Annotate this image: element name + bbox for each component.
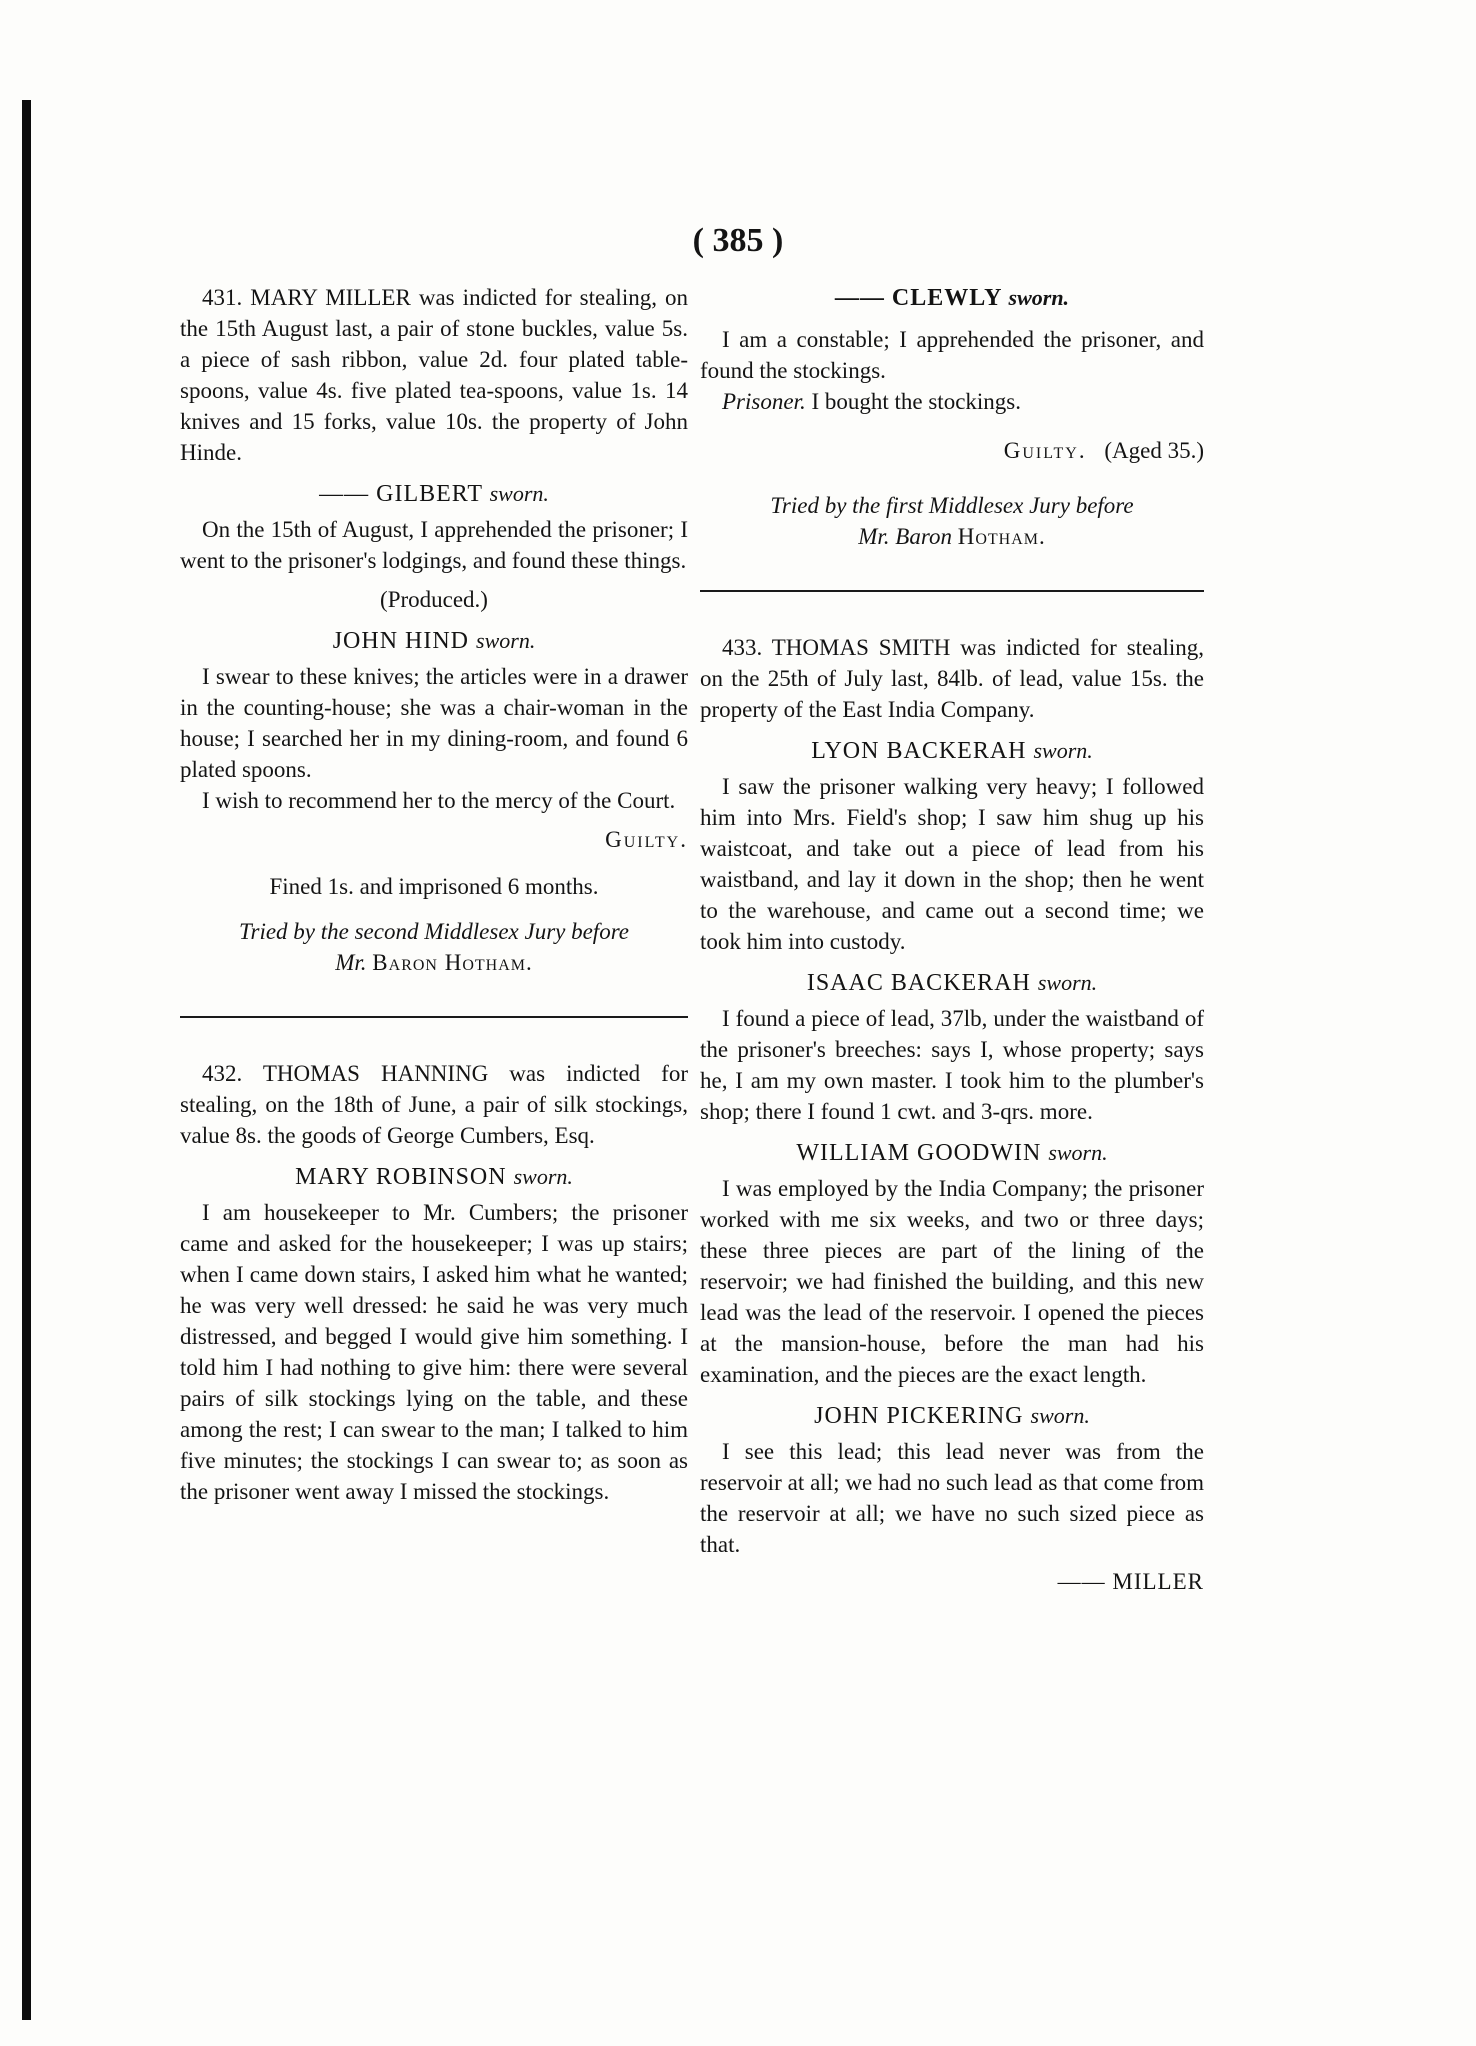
- witness-heading-william-goodwin: [700, 1137, 1204, 1169]
- section-divider: [700, 590, 1204, 592]
- catchword: —— MILLER: [1057, 1569, 1204, 1594]
- sworn-label: sworn.: [513, 1164, 573, 1189]
- aged-note: (Aged 35.): [1104, 438, 1204, 463]
- page-edge-shadow: [22, 100, 31, 2020]
- section-divider: [180, 1016, 688, 1018]
- tried-line: Tried by the first Middlesex Jury before: [770, 493, 1134, 518]
- witness-heading-gilbert: [180, 478, 688, 510]
- sworn-label: sworn.: [489, 481, 549, 506]
- testimony-john-hind-1: I swear to these knives; the articles were in a drawer in the counting-house; she was a chair-woman in the house; I searched her in my dining-room, and found 6 plated spoons.: [180, 664, 688, 782]
- testimony-clewly: I am a constable; I apprehended the prisoner, and found the stockings.: [700, 327, 1204, 383]
- tried-judge-line: [700, 521, 1204, 552]
- testimony-mary-robinson: I am housekeeper to Mr. Cumbers; the prisoner came and asked for the housekeeper; I was up stairs; when I came down stairs, I asked him what he wanted; he was very well dressed: he said he was very much distressed, and begged I would give him something. I told him I had nothing to give him: there were several pairs of silk stockings lying on the table, and these among the rest; I can swear to the man; I talked to him five minutes; the stockings I can swear to; as soon as the prisoner went away I missed the stockings.: [180, 1200, 688, 1504]
- page-number: ( 385 ): [692, 222, 784, 259]
- witness-heading-john-pickering: [700, 1400, 1204, 1432]
- tried-by-431: [180, 916, 688, 978]
- testimony-lyon-backerah: I saw the prisoner walking very heavy; I followed him into Mrs. Field's shop; I saw him shug up his waistcoat, and take out a piece of lead from his waistband, and lay it down in the shop; then he went to the warehouse, and came out a second time; we took him into custody.: [700, 774, 1204, 954]
- witness-name: JOHN HIND: [332, 628, 470, 654]
- prisoner-text: I bought the stockings.: [811, 389, 1021, 414]
- tried-by-432: [700, 490, 1204, 552]
- witness-name: MARY ROBINSON: [295, 1164, 507, 1190]
- case-432-indictment: 432. THOMAS HANNING was indicted for stealing, on the 18th of June, a pair of silk stockings, value 8s. the goods of George Cumbers, Esq.: [180, 1061, 688, 1148]
- judge-name: Baron Hotham.: [372, 950, 533, 975]
- prisoner-label: Prisoner.: [722, 389, 806, 414]
- witness-heading-lyon-backerah: [700, 735, 1204, 767]
- sentence-431: Fined 1s. and imprisoned 6 months.: [269, 874, 599, 899]
- tried-mr: Mr.: [335, 950, 367, 975]
- verdict-label: Guilty.: [1003, 438, 1087, 463]
- sworn-label: sworn.: [1033, 738, 1093, 763]
- sworn-label: sworn.: [1030, 1403, 1090, 1428]
- right-column: [700, 282, 1204, 1597]
- witness-name: JOHN PICKERING: [814, 1403, 1024, 1429]
- tried-line: Tried by the second Middlesex Jury before: [238, 919, 630, 944]
- witness-heading-isaac-backerah: [700, 967, 1204, 999]
- case-431-indictment: 431. MARY MILLER was indicted for stealing, on the 15th August last, a pair of stone buckles, value 5s. a piece of sash ribbon, value 2d. four plated table-spoons, value 4s. five plated tea-spoons, value 1s. 14 knives and 15 forks, value 10s. the property of John Hinde.: [180, 285, 688, 465]
- verdict-432: [700, 435, 1204, 466]
- witness-name: WILLIAM GOODWIN: [796, 1140, 1042, 1166]
- sworn-label: sworn.: [1037, 970, 1098, 995]
- testimony-john-pickering: I see this lead; this lead never was from the reservoir at all; we had no such lead as that come from the reservoir at all; we have no such sized piece as that.: [700, 1439, 1204, 1557]
- case-433-indictment: 433. THOMAS SMITH was indicted for stealing, on the 25th of July last, 84lb. of lead, value 15s. the property of the East India Company.: [700, 635, 1204, 722]
- testimony-william-goodwin: I was employed by the India Company; the prisoner worked with me six weeks, and two or three days; these three pieces are part of the lining of the reservoir; we had finished the building, and this new lead was the lead of the reservoir. I opened the pieces at the mansion-house, before the man had his examination, and the pieces are the exact length.: [700, 1176, 1204, 1387]
- witness-name: ISAAC BACKERAH: [806, 970, 1031, 996]
- witness-name: —— CLEWLY: [834, 285, 1002, 311]
- testimony-isaac-backerah: I found a piece of lead, 37lb, under the waistband of the prisoner's breeches: says I, whose property; says he, I am my own master. I took him to the plumber's shop; there I found 1 cwt. and 3-qrs. more.: [700, 1006, 1204, 1124]
- judge-name: Hotham.: [957, 524, 1046, 549]
- sworn-label: sworn.: [476, 628, 536, 653]
- testimony-john-hind-2: I wish to recommend her to the mercy of the Court.: [202, 788, 676, 813]
- witness-heading-mary-robinson: [180, 1161, 688, 1193]
- prisoner-statement: [700, 386, 1204, 417]
- sworn-label: sworn.: [1008, 285, 1070, 310]
- tried-judge-line: [180, 947, 688, 978]
- testimony-gilbert: On the 15th of August, I apprehended the prisoner; I went to the prisoner's lodgings, and found these things.: [180, 517, 688, 573]
- left-column: [180, 282, 688, 1507]
- tried-mr: Mr. Baron: [858, 524, 952, 549]
- witness-name: —— GILBERT: [319, 481, 483, 507]
- witness-heading-john-hind: [180, 625, 688, 657]
- witness-heading-clewly: [700, 282, 1204, 314]
- sworn-label: sworn.: [1048, 1140, 1108, 1165]
- produced-note: (Produced.): [380, 587, 488, 612]
- witness-name: LYON BACKERAH: [811, 738, 1027, 764]
- verdict-431: Guilty.: [605, 827, 688, 852]
